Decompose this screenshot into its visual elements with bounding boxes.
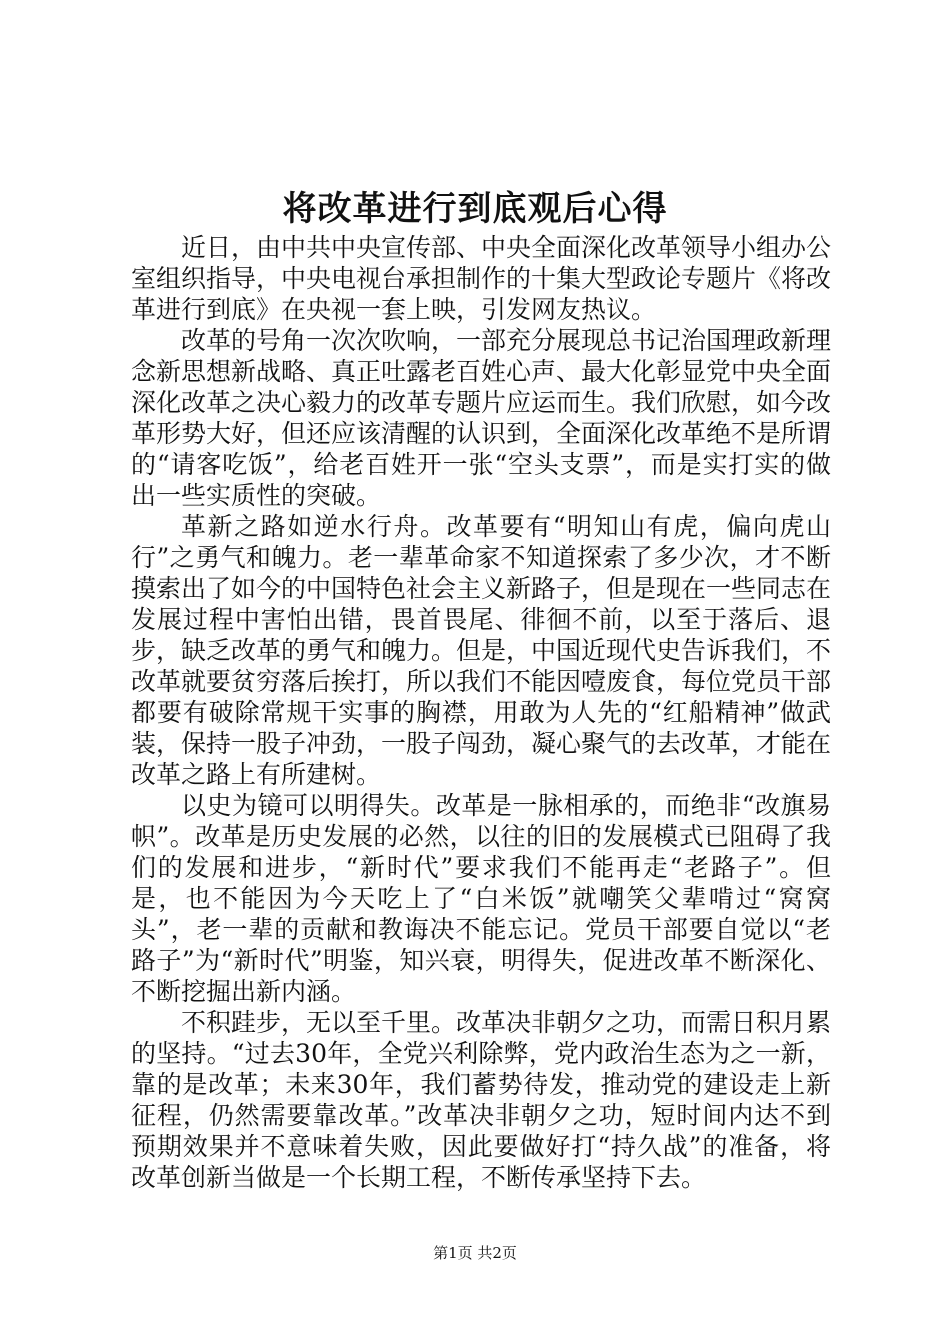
- paragraph: 以史为镜可以明得失。改革是一脉相承的，而绝非“改旗易帜”。改革是历史发展的必然，以往的旧的发展模式已阻碍了我们的发展和进步，“新时代”要求我们不能再走“老路子”。但是，也不能因为今天吃上了“白米饭”就嘲笑父辈啃过“窝窝头”，老一辈的贡献和教诲决不能忘记。党员干部要自觉以“老路子”为“新时代”明鉴，知兴衰，明得失，促进改革不断深化、不断挖掘出新内涵。: [131, 791, 831, 1006]
- page-number-footer: 第1页 共2页: [433, 1244, 517, 1262]
- paragraph: 近日，由中共中央宣传部、中央全面深化改革领导小组办公室组织指导，中央电视台承担制作的十集大型政论专题片《将改革进行到底》在央视一套上映，引发网友热议。: [131, 233, 832, 324]
- document-body: [131, 232, 831, 1193]
- paragraph: 革新之路如逆水行舟。改革要有“明知山有虎，偏向虎山行”之勇气和魄力。老一辈革命家不知道探索了多少次，才不断摸索出了如今的中国特色社会主义新路子，但是现在一些同志在发展过程中害怕出错，畏首畏尾、徘徊不前，以至于落后、退步，缺乏改革的勇气和魄力。但是，中国近现代史告诉我们，不改革就要贫穷落后挨打，所以我们不能因噎废食，每位党员干部都要有破除常规干实事的胸襟，用敢为人先的“红船精神”做武装，保持一股子冲劲，一股子闯劲，凝心聚气的去改革，才能在改革之路上有所建树。: [131, 512, 832, 789]
- document-title: 将改革进行到底观后心得: [282, 189, 668, 229]
- paragraph: 改革的号角一次次吹响，一部充分展现总书记治国理政新理念新思想新战略、真正吐露老百姓心声、最大化彰显党中央全面深化改革之决心毅力的改革专题片应运而生。我们欣慰，如今改革形势大好，但还应该清醒的认识到，全面深化改革绝不是所谓的“请客吃饭”，给老百姓开一张“空头支票”，而是实打实的做出一些实质性的突破。: [131, 326, 832, 510]
- paragraph: 不积跬步，无以至千里。改革决非朝夕之功，而需日积月累的坚持。“过去30年，全党兴利除弊，党内政治生态为之一新，靠的是改革；未来30年，我们蓄势待发，推动党的建设走上新征程，仍然需要靠改革。”改革决非朝夕之功，短时间内达不到预期效果并不意味着失败，因此要做好打“持久战”的准备，将改革创新当做是一个长期工程，不断传承坚持下去。: [131, 1008, 832, 1192]
